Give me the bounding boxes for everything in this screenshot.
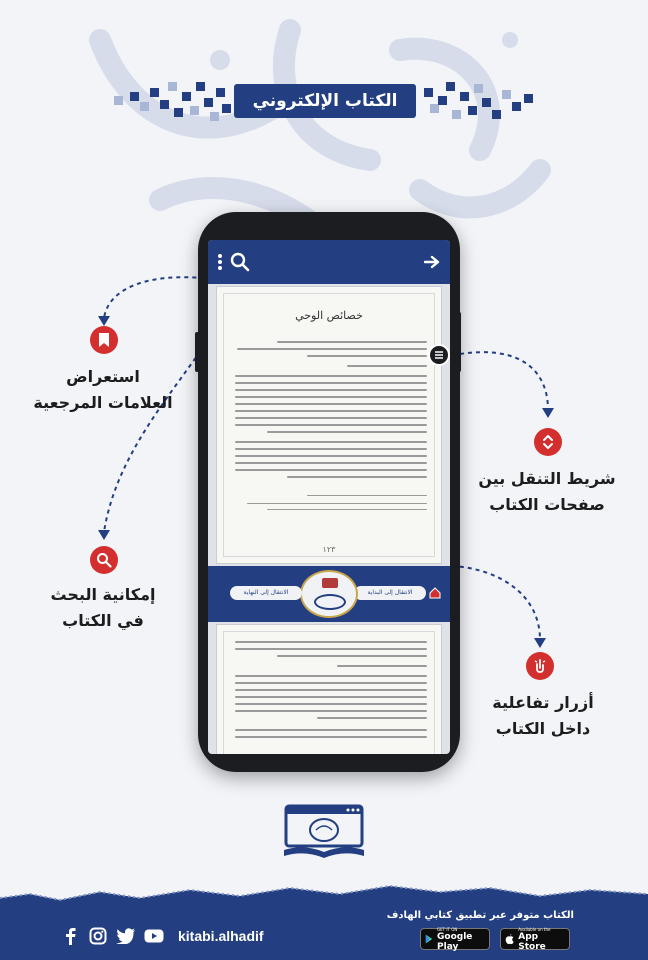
- menu-dots-icon[interactable]: [218, 254, 222, 270]
- social-links: [60, 926, 264, 946]
- availability-text: الكتاب متوفر عبر تطبيق كتابي الهادف: [386, 910, 574, 921]
- youtube-icon[interactable]: [144, 926, 164, 946]
- home-icon[interactable]: [428, 586, 442, 600]
- feature-bookmarks: استعراض العلامات المرجعية: [33, 367, 173, 412]
- book-emblem: [300, 570, 358, 618]
- google-play-icon: [425, 933, 433, 945]
- page-heading: خصائص الوحي: [295, 309, 363, 322]
- up-down-icon: [534, 428, 562, 456]
- book-page-next[interactable]: [216, 624, 442, 754]
- phone-mockup: [198, 212, 460, 772]
- feature-search: إمكانية البحث في الكتاب: [50, 585, 156, 630]
- arrow-right-icon[interactable]: [424, 255, 440, 269]
- touch-icon: [526, 652, 554, 680]
- bookmark-icon: [90, 326, 118, 354]
- book-page[interactable]: [216, 286, 442, 564]
- page-navigation-bar: [208, 566, 450, 622]
- facebook-icon[interactable]: [60, 926, 80, 946]
- go-to-end-button[interactable]: الانتقال إلى النهاية: [230, 586, 302, 600]
- website-text[interactable]: kitabi.alhadif: [178, 928, 264, 944]
- page-number: ١٢٣: [322, 545, 336, 554]
- header-banner: [110, 78, 538, 124]
- google-play-button[interactable]: GET IT ON Google Play: [420, 928, 490, 950]
- app-logo: [282, 804, 366, 864]
- navigation-toggle-button[interactable]: [428, 344, 450, 366]
- footer: [0, 880, 648, 960]
- search-feature-icon: [90, 546, 118, 574]
- twitter-icon[interactable]: [116, 926, 136, 946]
- feature-interactive: أزرار تفاعلية داخل الكتاب: [492, 693, 594, 738]
- search-icon[interactable]: [230, 252, 250, 272]
- app-store-button[interactable]: Available on the App Store: [500, 928, 570, 950]
- apple-icon: [505, 933, 514, 945]
- phone-screen: [208, 240, 450, 754]
- reader-toolbar: [208, 240, 450, 284]
- instagram-icon[interactable]: [88, 926, 108, 946]
- banner-title: الكتاب الإلكتروني: [234, 84, 416, 118]
- feature-navbar: شريط التنقل بين صفحات الكتاب: [478, 469, 616, 514]
- go-to-start-button[interactable]: الانتقال إلى البداية: [354, 586, 426, 600]
- lines-icon: [434, 350, 444, 360]
